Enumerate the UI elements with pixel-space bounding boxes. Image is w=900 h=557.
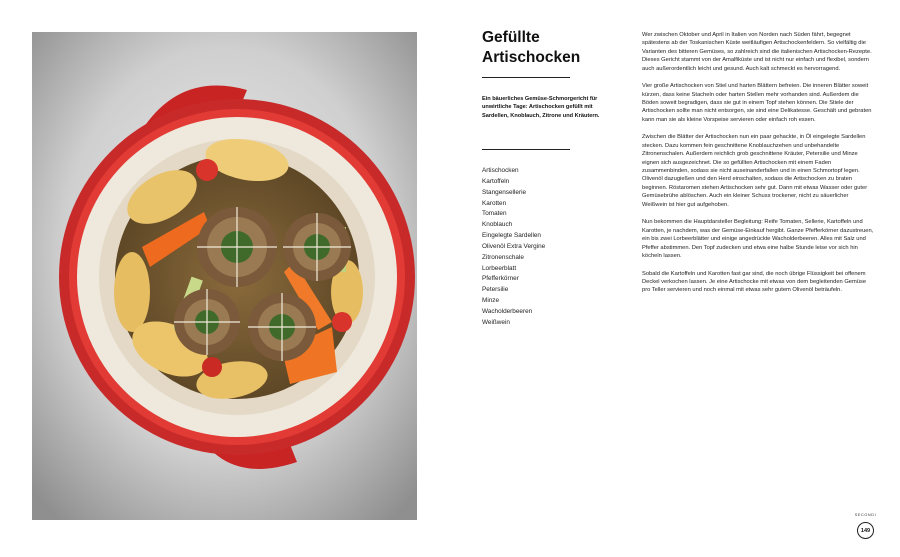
ingredient-item: Lorbeerblatt: [482, 264, 517, 272]
ingredient-item: Stangensellerie: [482, 188, 527, 196]
title-line-1: Gefüllte: [482, 29, 540, 46]
body-paragraph: Nun bekommen die Hauptdarsteller Begleitung: Reife Tomaten, Sellerie, Kartoffeln und Karotten, je nachdem, was der Gemüse-Einkauf hergibt. Ganze Pfefferkörner dazustreuen, ein bis zwei Lorbeerblätter und einige angedrückte Wacholderbeeren. Alles mit Salz und Pfeffer abstimmen. Den Topf zudecken und etwa eine halbe Stunde leise vor sich hin köcheln lassen.: [642, 219, 874, 259]
body-paragraph: Zwischen die Blätter der Artischocken nun ein paar gehackte, in Öl eingelegte Sardellen stecken. Dazu kommen fein geschnittene Knoblauchzehen und unbehandelte Zitronenschalen. Außerdem reichlich grob geschnittene Kräuter, Petersilie und Minze eignen sich ausgezeichnet. Die so gefüllten Artischocken mit einem Faden zusammenbinden, sodass sie nicht auseinanderfallen und in einen Schmortopf legen. Olivenöl dazugießen und den Herd einschalten, sodass die Artischocken zu braten beginnen. Röstaromen stehen Artischocken sehr gut. Dann mit etwas Wasser oder guter Gemüsebrühe ablöschen. Auch ein kleiner Schuss trockener, nicht zu säuerlicher Weißwein ist hier gut aufgehoben.: [642, 134, 868, 208]
ingredient-item: Karotten: [482, 199, 507, 207]
artichoke: [174, 289, 240, 355]
page-number-badge: 149: [857, 522, 874, 539]
ingredient-item: Wacholderbeeren: [482, 307, 533, 315]
tomato: [202, 357, 222, 377]
divider-top: [482, 77, 570, 78]
section-label: SECONDI: [854, 513, 877, 517]
dish-photo: [32, 32, 417, 520]
ingredient-item: Eingelegte Sardellen: [482, 232, 541, 240]
ingredient-item: Artischocken: [482, 167, 519, 174]
ingredient-item: Olivenöl Extra Vergine: [482, 242, 546, 250]
ingredient-item: Tomaten: [482, 210, 507, 218]
ingredient-item: Knoblauch: [482, 221, 513, 229]
ingredient-item: Weißwein: [482, 318, 510, 326]
ingredient-item: Kartoffeln: [482, 177, 510, 185]
ingredient-list: [482, 166, 612, 329]
title-line-2: Artischocken: [482, 49, 581, 66]
artichoke-casserole-image: [32, 32, 417, 520]
artichoke: [283, 213, 351, 281]
recipe-body: [642, 31, 874, 304]
tomato: [332, 312, 352, 332]
body-paragraph: Vier große Artischocken von Stiel und harten Blättern befreien. Die inneren Blätter soweit kürzen, dass keine Stacheln oder harten Stellen mehr vorhanden sind. Außerdem die Böden soweit begradigen, dass sie gut in einem Topf stehen können. Die Stiele der Artischocken sollte man nicht entsorgen, sie sind eine Delikatesse. Geschält und gebraten kann man sie als kleine Vorspeise servieren oder einfach roh essen.: [642, 83, 872, 123]
artichoke: [197, 207, 277, 287]
potato: [114, 252, 150, 332]
divider-bottom: [482, 149, 570, 150]
recipe-title: [482, 28, 602, 68]
ingredient-item: Minze: [482, 297, 500, 305]
artichoke: [248, 293, 316, 361]
ingredient-item: Pfefferkörner: [482, 275, 519, 283]
body-paragraph: Sobald die Kartoffeln und Karotten fast gar sind, die noch übrige Flüssigkeit bei offenem Deckel verkochen lassen. Je eine Artischocke mit etwas von dem begleitenden Gemüse pro Teller servieren und noch einmal mit etwas sehr gutem Olivenöl beträufeln.: [642, 270, 867, 294]
tomato: [196, 159, 218, 181]
recipe-intro: Ein bäuerliches Gemüse-Schmorgericht für unwirtliche Tage: Artischocken gefüllt mit Sardellen, Knoblauch, Zitrone und Kräutern.: [482, 96, 600, 119]
body-paragraph: Wer zwischen Oktober und April in Italien von Norden nach Süden fährt, begegnet spätestens ab der Toskanischen Küste weitläufigen Artischockenfeldern. So vielfältig die Varianten des bitteren Gemüses, so zahlreich sind die italienischen Artischocken-Rezepte. Dieses Gericht stammt von der Amalfiküste und ist nicht nur einfach und flexibel, sondern auch außerordentlich leicht und gesund. Auch kalt schmeckt es hervorragend.: [642, 32, 872, 72]
ingredient-item: Petersilie: [482, 286, 509, 294]
ingredient-item: Zitronenschale: [482, 253, 524, 261]
